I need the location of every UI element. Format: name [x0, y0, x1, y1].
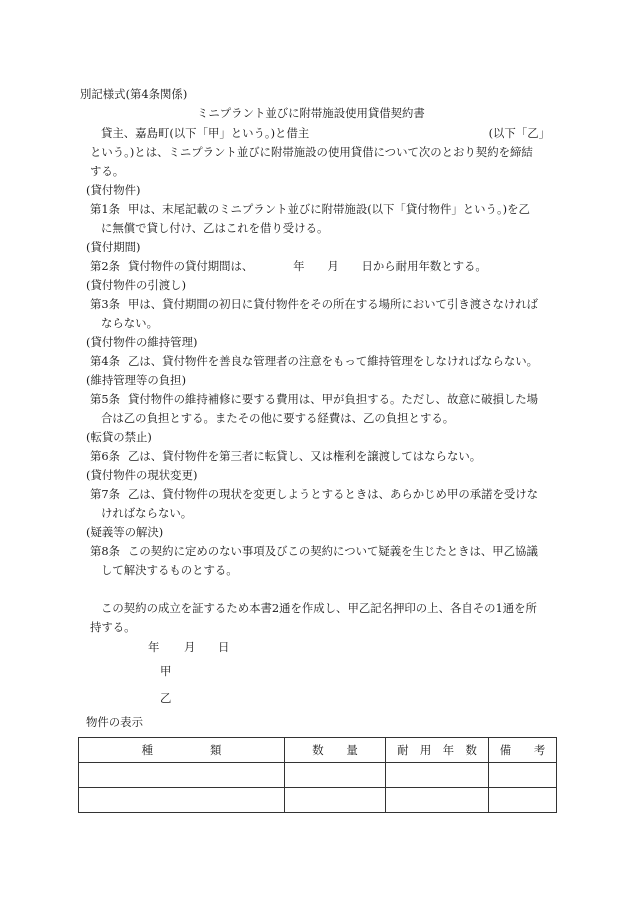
header-remarks: 備 考	[489, 738, 557, 763]
intro-line-1: 貸主、嘉島町(以下「甲」という。)と借主	[101, 126, 310, 140]
party-kou: 甲	[160, 664, 172, 678]
table-cell	[489, 788, 557, 813]
intro-line-3: する。	[90, 164, 125, 178]
header-useful-life: 耐 用 年 数	[386, 738, 489, 763]
closing-line-1: この契約の成立を証するため本書2通を作成し、甲乙記名押印の上、各自その1通を所	[101, 601, 537, 615]
article-7-text: ければならない。	[101, 506, 193, 520]
article-2-heading: (貸付期間)	[86, 240, 141, 254]
article-8-heading: (疑義等の解決)	[86, 525, 164, 539]
table-cell	[79, 763, 285, 788]
article-8-text: して解決するものとする。	[101, 563, 238, 577]
intro-line-2: という。)とは、ミニプラント並びに附帯施設の使用貸借について次のとおり契約を締結	[90, 145, 533, 159]
article-8-text: この契約に定めのない事項及びこの契約について疑義を生じたときは、甲乙協議	[128, 544, 538, 558]
table-cell	[285, 763, 386, 788]
table-row	[79, 763, 557, 788]
property-label: 物件の表示	[86, 715, 143, 729]
table-cell	[386, 788, 489, 813]
table-cell	[489, 763, 557, 788]
article-8-number: 第8条	[90, 544, 121, 558]
article-3-heading: (貸付物件の引渡し)	[86, 278, 187, 292]
closing-line-2: 持する。	[90, 620, 136, 634]
article-2-number: 第2条	[90, 259, 121, 273]
article-6-text: 乙は、貸付物件を第三者に転貸し、又は権利を譲渡してはならない。	[128, 449, 482, 463]
article-3-text: ならない。	[101, 316, 158, 330]
document-title: ミニプラント並びに附帯施設使用貸借契約書	[197, 106, 425, 120]
article-1-text: に無償で貸し付け、乙はこれを借り受ける。	[101, 221, 329, 235]
article-7-text: 乙は、貸付物件の現状を変更しようとするときは、あらかじめ甲の承諾を受けな	[128, 487, 539, 501]
table-header-row	[79, 738, 557, 763]
article-2-text: 貸付物件の貸付期間は、 年 月 日から耐用年数とする。	[128, 259, 487, 273]
property-table	[78, 737, 557, 813]
table-cell	[285, 788, 386, 813]
article-5-heading: (維持管理等の負担)	[86, 373, 187, 387]
article-1-number: 第1条	[90, 202, 121, 216]
article-1-text: 甲は、末尾記載のミニプラント並びに附帯施設(以下「貸付物件」という。)を乙	[128, 202, 530, 216]
article-7-heading: (貸付物件の現状変更)	[86, 468, 198, 482]
table-cell	[386, 763, 489, 788]
article-1-heading: (貸付物件)	[86, 183, 141, 197]
header-type: 種 類	[79, 738, 285, 763]
article-3-text: 甲は、貸付期間の初日に貸付物件をその所在する場所において引き渡さなければ	[128, 297, 539, 311]
intro-line-1-end: (以下「乙」	[488, 126, 550, 140]
article-6-heading: (転貸の禁止)	[86, 430, 152, 444]
date-year: 年	[148, 640, 160, 654]
form-label: 別記様式(第4条関係)	[80, 87, 188, 101]
article-4-number: 第4条	[90, 354, 121, 368]
table-cell	[79, 788, 285, 813]
article-3-number: 第3条	[90, 297, 121, 311]
header-quantity: 数 量	[285, 738, 386, 763]
table-row	[79, 788, 557, 813]
date-day: 日	[218, 640, 230, 654]
article-5-text: 合は乙の負担とする。またその他に要する経費は、乙の負担とする。	[101, 411, 455, 425]
article-6-number: 第6条	[90, 449, 121, 463]
article-5-text: 貸付物件の維持補修に要する費用は、甲が負担する。ただし、故意に破損した場	[128, 392, 539, 406]
article-4-text: 乙は、貸付物件を善良な管理者の注意をもって維持管理をしなければならない。	[128, 354, 539, 368]
article-7-number: 第7条	[90, 487, 121, 501]
date-month: 月	[184, 640, 196, 654]
article-5-number: 第5条	[90, 392, 121, 406]
article-4-heading: (貸付物件の維持管理)	[86, 335, 198, 349]
party-otsu: 乙	[160, 691, 172, 705]
